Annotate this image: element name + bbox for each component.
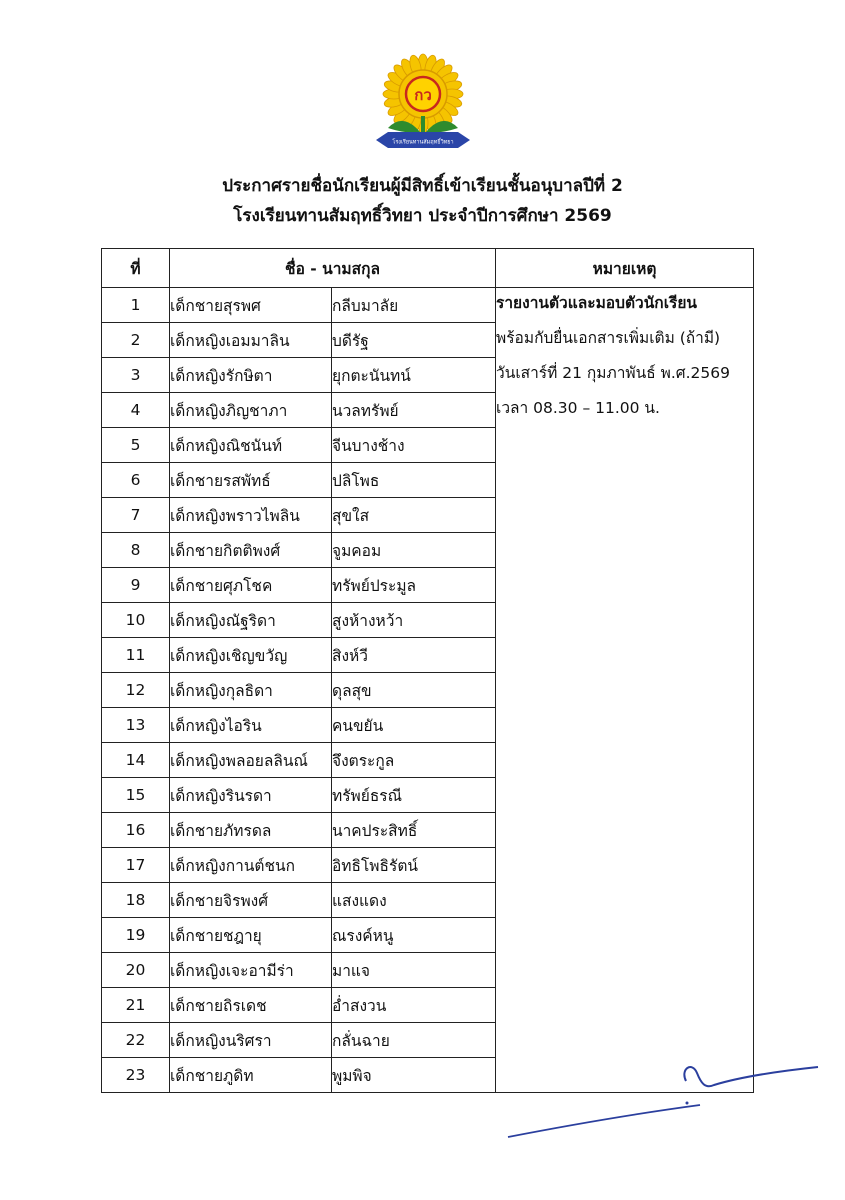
row-number: 4 — [102, 393, 170, 428]
student-first-name: เด็กหญิงรินรดา — [170, 778, 332, 813]
student-last-name: ณรงค์หนู — [332, 918, 496, 953]
student-first-name: เด็กหญิงกานต์ชนก — [170, 848, 332, 883]
student-last-name: ทรัพย์ประมูล — [332, 568, 496, 603]
row-number: 22 — [102, 1023, 170, 1058]
student-first-name: เด็กหญิงณัฐริดา — [170, 603, 332, 638]
student-last-name: นวลทรัพย์ — [332, 393, 496, 428]
student-last-name: อ่ำสงวน — [332, 988, 496, 1023]
row-number: 5 — [102, 428, 170, 463]
row-number: 19 — [102, 918, 170, 953]
document-subtitle: โรงเรียนทานสัมฤทธิ์วิทยา ประจำปีการศึกษา 2569 — [233, 206, 612, 226]
student-first-name: เด็กชายจิรพงศ์ — [170, 883, 332, 918]
student-last-name: ปลิโพธ — [332, 463, 496, 498]
student-first-name: เด็กหญิงภิญชาภา — [170, 393, 332, 428]
row-number: 21 — [102, 988, 170, 1023]
emblem-monogram: กว — [414, 86, 432, 104]
remark-line: วันเสาร์ที่ 21 กุมภาพันธ์ พ.ศ.2569 — [496, 364, 730, 382]
student-last-name: สิงห์วี — [332, 638, 496, 673]
student-first-name: เด็กชายศุภโชค — [170, 568, 332, 603]
row-number: 8 — [102, 533, 170, 568]
student-last-name: ยุกตะนันทน์ — [332, 358, 496, 393]
student-first-name: เด็กชายภัทรดล — [170, 813, 332, 848]
student-last-name: จีนบางช้าง — [332, 428, 496, 463]
student-last-name: กลีบมาลัย — [332, 288, 496, 323]
row-number: 18 — [102, 883, 170, 918]
school-emblem-icon — [368, 50, 478, 160]
student-last-name: ทรัพย์ธรณี — [332, 778, 496, 813]
row-number: 17 — [102, 848, 170, 883]
student-first-name: เด็กชายรสพัทธ์ — [170, 463, 332, 498]
student-last-name: อิทธิโพธิรัตน์ — [332, 848, 496, 883]
student-first-name: เด็กชายชฎายุ — [170, 918, 332, 953]
student-first-name: เด็กหญิงนริศรา — [170, 1023, 332, 1058]
student-last-name: กลั่นฉาย — [332, 1023, 496, 1058]
row-number: 7 — [102, 498, 170, 533]
student-first-name: เด็กหญิงเจะอามีร่า — [170, 953, 332, 988]
signature — [500, 1055, 820, 1145]
student-roster-table — [101, 248, 754, 1093]
student-first-name: เด็กหญิงเอมมาลิน — [170, 323, 332, 358]
row-number: 11 — [102, 638, 170, 673]
student-last-name: จูมคอม — [332, 533, 496, 568]
row-number: 23 — [102, 1058, 170, 1093]
header-name: ชื่อ - นามสกุล — [170, 249, 496, 288]
row-number: 13 — [102, 708, 170, 743]
row-number: 16 — [102, 813, 170, 848]
row-number: 9 — [102, 568, 170, 603]
table-header-row — [102, 249, 754, 288]
student-last-name: ดุลสุข — [332, 673, 496, 708]
row-number: 10 — [102, 603, 170, 638]
emblem-ribbon-text: โรงเรียนทานสัมฤทธิ์วิทยา — [392, 139, 454, 146]
document-title: ประกาศรายชื่อนักเรียนผู้มีสิทธิ์เข้าเรียนชั้นอนุบาลปีที่ 2 — [222, 176, 623, 196]
student-first-name: เด็กหญิงเชิญขวัญ — [170, 638, 332, 673]
student-last-name: พูมพิจ — [332, 1058, 496, 1093]
row-number: 12 — [102, 673, 170, 708]
student-first-name: เด็กหญิงพราวไพลิน — [170, 498, 332, 533]
student-last-name: มาแจ — [332, 953, 496, 988]
table-row — [102, 288, 754, 323]
row-number: 1 — [102, 288, 170, 323]
student-last-name: นาคประสิทธิ์ — [332, 813, 496, 848]
student-first-name: เด็กหญิงรักษิตา — [170, 358, 332, 393]
student-first-name: เด็กหญิงกุลธิดา — [170, 673, 332, 708]
student-first-name: เด็กหญิงพลอยลลินณ์ — [170, 743, 332, 778]
remarks-cell — [496, 288, 754, 1093]
student-first-name: เด็กหญิงไอริน — [170, 708, 332, 743]
student-first-name: เด็กชายถิรเดช — [170, 988, 332, 1023]
row-number: 6 — [102, 463, 170, 498]
remark-line: รายงานตัวและมอบตัวนักเรียน — [496, 294, 697, 312]
header-no: ที่ — [102, 249, 170, 288]
student-last-name: คนขยัน — [332, 708, 496, 743]
student-first-name: เด็กชายกิตติพงศ์ — [170, 533, 332, 568]
row-number: 3 — [102, 358, 170, 393]
student-first-name: เด็กชายภูดิท — [170, 1058, 332, 1093]
student-last-name: แสงแดง — [332, 883, 496, 918]
student-last-name: สุขใส — [332, 498, 496, 533]
row-number: 14 — [102, 743, 170, 778]
header-note: หมายเหตุ — [496, 249, 754, 288]
row-number: 2 — [102, 323, 170, 358]
student-first-name: เด็กชายสุรพศ — [170, 288, 332, 323]
student-first-name: เด็กหญิงณิชนันท์ — [170, 428, 332, 463]
remark-line: เวลา 08.30 – 11.00 น. — [496, 399, 660, 417]
remark-line: พร้อมกับยื่นเอกสารเพิ่มเติม (ถ้ามี) — [496, 329, 721, 347]
student-last-name: บดีรัฐ — [332, 323, 496, 358]
row-number: 15 — [102, 778, 170, 813]
student-last-name: จึงตระกูล — [332, 743, 496, 778]
student-last-name: สูงห้างหว้า — [332, 603, 496, 638]
row-number: 20 — [102, 953, 170, 988]
